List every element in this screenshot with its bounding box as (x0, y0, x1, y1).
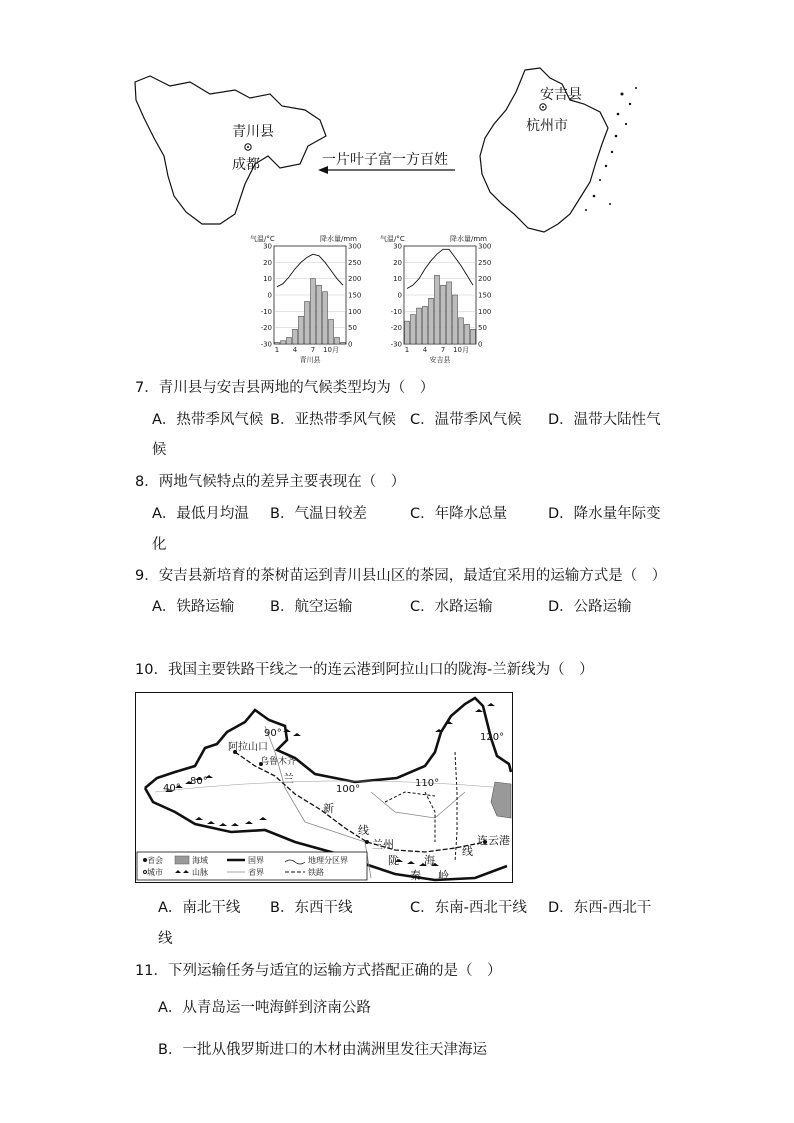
temp-tick-label: 30 (393, 242, 402, 251)
chart-caption: 青川县 (299, 356, 321, 364)
month-tick-label: 7 (310, 346, 316, 354)
map-label-lan: 兰 (283, 772, 294, 785)
climate-chart-qingchuan (250, 232, 370, 364)
q8-option-b[interactable]: B．气温日较差 (270, 506, 367, 522)
legend-province: 省界 (248, 868, 264, 877)
precip-bar (299, 316, 304, 344)
lon-90: 90° (264, 728, 282, 739)
precip-bar (435, 275, 440, 344)
lon-110: 110° (415, 778, 440, 789)
precip-bar (447, 282, 452, 344)
temp-tick-label: 0 (267, 291, 272, 300)
legend-city: 城市 (147, 868, 163, 877)
map-label-ling: 岭 (438, 869, 449, 882)
q9-option-b[interactable]: B．航空运输 (270, 599, 353, 615)
precip-bar (287, 337, 292, 344)
temp-tick-label: 10 (263, 275, 272, 284)
precip-tick-label: 200 (348, 275, 362, 284)
q8-stem: 8．两地气候特点的差异主要表现在（ ） (135, 474, 406, 490)
qingchuan-label: 青川县 (232, 124, 274, 140)
precip-bar (471, 329, 476, 344)
lon-80: 80° (190, 776, 208, 787)
q7-option-b[interactable]: B．亚热带季风气候 (270, 412, 396, 428)
month-tick-label: 7 (440, 346, 446, 354)
lon-40: 40° (163, 783, 181, 794)
map-label-lanzhou: 兰州 (372, 838, 394, 851)
temp-tick-label: 0 (397, 291, 402, 300)
q8-option-d-cont: 化 (152, 537, 167, 553)
q9-option-c[interactable]: C．水路运输 (410, 599, 493, 615)
anji-label: 安吉县 (540, 87, 582, 103)
q10-option-d-cont: 线 (158, 931, 173, 947)
q9-stem: 9．安吉县新培育的茶树苗运到青川县山区的茶园，最适宜采用的运输方式是（ ） (135, 568, 667, 584)
precip-tick-label: 150 (348, 291, 362, 300)
map-label-qin: 秦 (410, 869, 421, 882)
month-tick-label: 10月 (323, 346, 339, 354)
temperature-line (407, 249, 473, 288)
temperature-line (277, 254, 343, 287)
q11-option-b[interactable]: B．一批从俄罗斯进口的木材由满洲里发往天津海运 (158, 1042, 487, 1058)
lon-120: 120° (480, 732, 505, 743)
precip-bar (305, 302, 310, 344)
precip-tick-label: 250 (478, 258, 492, 267)
precip-tick-label: 100 (478, 307, 492, 316)
legend-border: 国界 (248, 856, 264, 865)
precip-bar (459, 318, 464, 344)
climate-chart-anji (380, 232, 500, 364)
month-tick-label: 1 (274, 346, 280, 354)
q7-option-d[interactable]: D．温带大陆性气 (548, 412, 661, 428)
legend-region: 地理分区界 (308, 856, 348, 865)
q10-stem: 10．我国主要铁路干线之一的连云港到阿拉山口的陇海-兰新线为（ ） (135, 662, 594, 678)
precip-bar (293, 329, 298, 344)
temp-tick-label: 10 (393, 275, 402, 284)
precip-tick-label: 300 (348, 242, 362, 251)
month-tick-label: 4 (422, 346, 428, 354)
map-label-xian2: 线 (462, 845, 473, 858)
precip-tick-label: 0 (478, 340, 483, 349)
precip-tick-label: 300 (478, 242, 492, 251)
q10-option-c[interactable]: C．东南-西北干线 (410, 900, 527, 916)
temp-tick-label: -10 (260, 307, 272, 316)
map-label-alashankou: 阿拉山口 (228, 742, 268, 753)
islands (585, 87, 637, 211)
q9-option-d[interactable]: D．公路运输 (548, 599, 632, 615)
map-label-urumqi: 乌鲁木齐 (260, 757, 297, 767)
temp-tick-label: -30 (390, 340, 402, 349)
legend-capital: 省会 (147, 856, 163, 865)
precip-bar (429, 298, 434, 344)
precip-bar (441, 285, 446, 344)
temp-tick-label: 20 (393, 258, 402, 267)
precip-bar (275, 342, 280, 344)
q8-option-c[interactable]: C．年降水总量 (410, 506, 508, 522)
map-label-xian: 线 (358, 824, 369, 837)
precip-bar (453, 295, 458, 344)
map-label-hai: 海 (424, 854, 435, 867)
q7-option-a[interactable]: A．热带季风气候 (152, 412, 264, 428)
q10-option-a[interactable]: A．南北干线 (158, 900, 241, 916)
chart-right-title: 降水量/mm (320, 235, 357, 243)
precip-bar (281, 341, 286, 344)
precip-bar (405, 321, 410, 344)
q9-option-a[interactable]: A．铁路运输 (152, 599, 235, 615)
precip-tick-label: 0 (348, 340, 353, 349)
month-tick-label: 1 (404, 346, 410, 354)
legend-railway: 铁路 (308, 868, 324, 877)
precip-tick-label: 100 (348, 307, 362, 316)
precip-bar (323, 292, 328, 344)
temp-tick-label: -20 (390, 324, 402, 333)
map-label-lianyungang: 连云港 (477, 834, 510, 847)
precip-bar (329, 320, 334, 345)
lon-100: 100° (336, 784, 361, 795)
chart-left-title: 气温/°C (380, 235, 405, 243)
chengdu-label: 成都 (232, 157, 260, 173)
q7-option-d-cont: 候 (152, 442, 167, 458)
temp-tick-label: -10 (390, 307, 402, 316)
q11-option-a[interactable]: A．从青岛运一吨海鲜到济南公路 (158, 1000, 371, 1016)
arrow-caption: 一片叶子富一方百姓 (322, 152, 448, 168)
hangzhou-label: 杭州市 (526, 118, 568, 134)
precip-bar (411, 315, 416, 344)
precip-tick-label: 50 (478, 324, 487, 333)
precip-tick-label: 50 (348, 324, 357, 333)
chart-right-title: 降水量/mm (450, 235, 487, 243)
precip-bar (423, 306, 428, 344)
q10-option-b[interactable]: B．东西干线 (270, 900, 353, 916)
q10-option-d[interactable]: D．东西-西北干 (548, 900, 652, 916)
precip-bar (335, 337, 340, 344)
map-label-long: 陇 (388, 854, 399, 867)
precip-tick-label: 200 (478, 275, 492, 284)
chart-left-title: 气温/°C (250, 235, 275, 243)
q7-stem: 7．青川县与安吉县两地的气候类型均为（ ） (135, 380, 435, 396)
precip-bar (311, 279, 316, 344)
q8-option-a[interactable]: A．最低月均温 (152, 506, 249, 522)
temp-tick-label: -30 (260, 340, 272, 349)
q8-option-d[interactable]: D．降水量年际变 (548, 506, 661, 522)
temp-tick-label: -20 (260, 324, 272, 333)
q7-option-c[interactable]: C．温带季风气候 (410, 412, 522, 428)
sichuan-outline (135, 76, 326, 224)
temp-tick-label: 30 (263, 242, 272, 251)
month-tick-label: 4 (292, 346, 298, 354)
precip-bar (465, 324, 470, 344)
precip-bar (317, 285, 322, 344)
precip-tick-label: 150 (478, 291, 492, 300)
q11-stem: 11．下列运输任务与适宜的运输方式搭配正确的是（ ） (135, 963, 502, 979)
chart-caption: 安吉县 (429, 356, 451, 364)
precip-bar (417, 308, 422, 344)
legend-sea: 海域 (192, 856, 208, 865)
month-tick-label: 10月 (453, 346, 469, 354)
legend-mountain: 山脉 (192, 868, 208, 877)
map-label-xin: 新 (323, 802, 334, 815)
precip-bar (341, 342, 346, 344)
temp-tick-label: 20 (263, 258, 272, 267)
precip-tick-label: 250 (348, 258, 362, 267)
